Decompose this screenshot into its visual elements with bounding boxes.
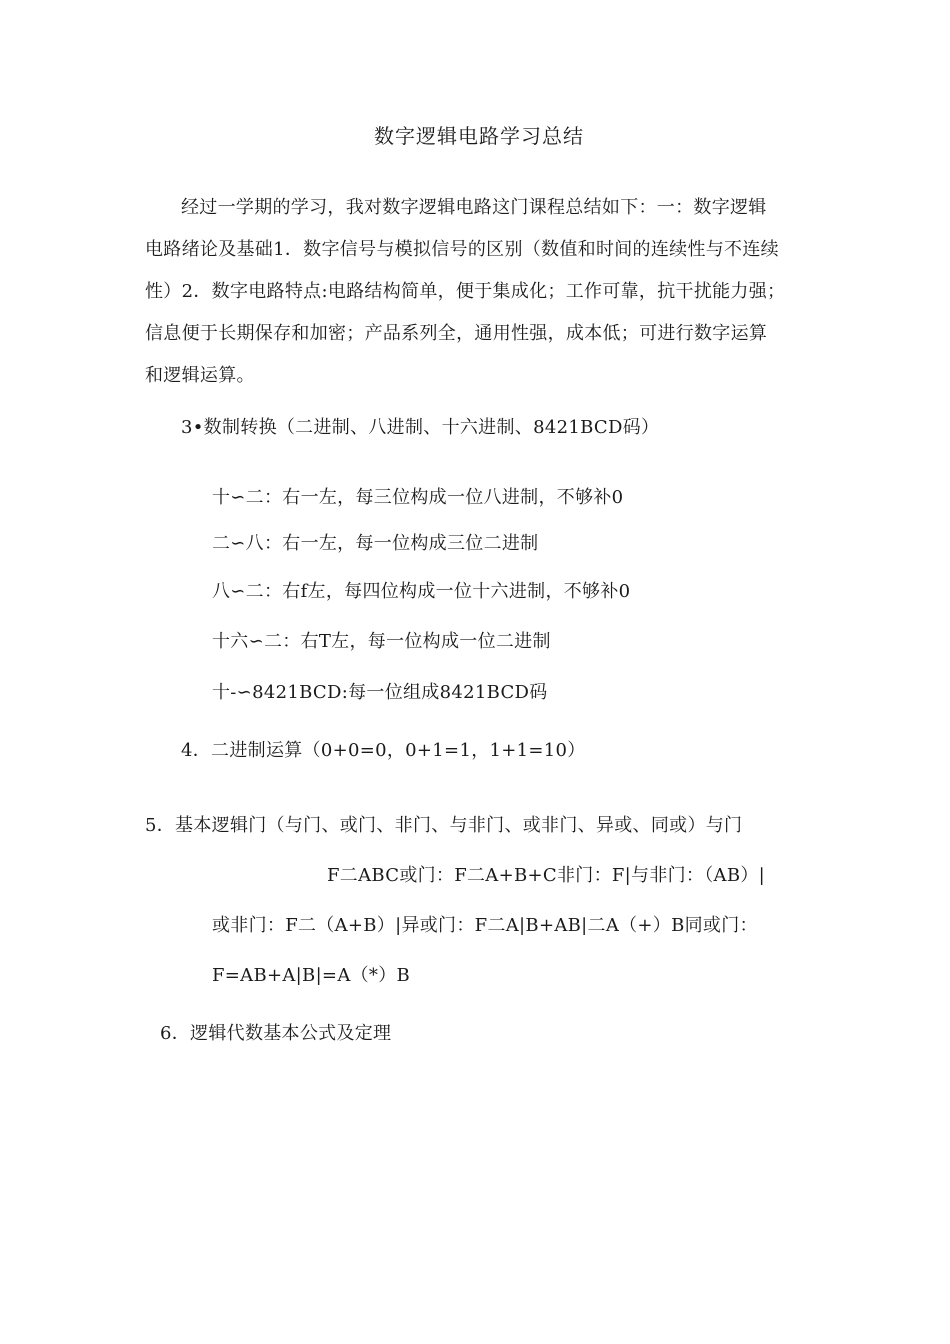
logic-gate-line: F=AB+A|B|=A（*）B <box>212 965 411 986</box>
conversion-rule: 二∽八：右一左，每一位构成三位二进制 <box>212 533 539 554</box>
conversion-rule: 十∽二：右一左，每三位构成一位八进制，不够补0 <box>212 487 624 508</box>
section5-heading: 5．基本逻辑门（与门、或门、非门、与非门、或非门、异或、同或）与门 <box>145 815 743 836</box>
section4-heading: 4．二进制运算（0+0=0，0+1=1，1+1=10） <box>181 740 586 761</box>
section6-heading: 6．逻辑代数基本公式及定理 <box>160 1023 392 1044</box>
section3-heading: 3•数制转换（二进制、八进制、十六进制、8421BCD码） <box>181 417 660 438</box>
conversion-rule: 十-∽8421BCD:每一位组成8421BCD码 <box>212 682 548 703</box>
logic-gate-line: 或非门：F二（A+B）|异或门：F二A|B+AB|二A（+）B同或门： <box>212 915 758 936</box>
intro-line-3: 性）2．数字电路特点:电路结构简单，便于集成化；工作可靠，抗干扰能力强； <box>145 281 786 302</box>
conversion-rule: 十六∽二：右T左，每一位构成一位二进制 <box>212 631 551 652</box>
logic-gate-line: F二ABC或门：F二A+B+C非门：F|与非门：（AB）| <box>327 865 766 886</box>
document-title: 数字逻辑电路学习总结 <box>374 124 584 148</box>
intro-line-4: 信息便于长期保存和加密；产品系列全，通用性强，成本低；可进行数字运算 <box>145 323 768 344</box>
intro-line-1: 经过一学期的学习，我对数字逻辑电路这门课程总结如下：一：数字逻辑 <box>181 197 767 218</box>
intro-line-2: 电路绪论及基础1．数字信号与模拟信号的区别（数值和时间的连续性与不连续 <box>145 239 779 260</box>
intro-line-5: 和逻辑运算。 <box>145 365 255 386</box>
conversion-rule: 八∽二：右f左，每四位构成一位十六进制，不够补0 <box>212 581 631 602</box>
